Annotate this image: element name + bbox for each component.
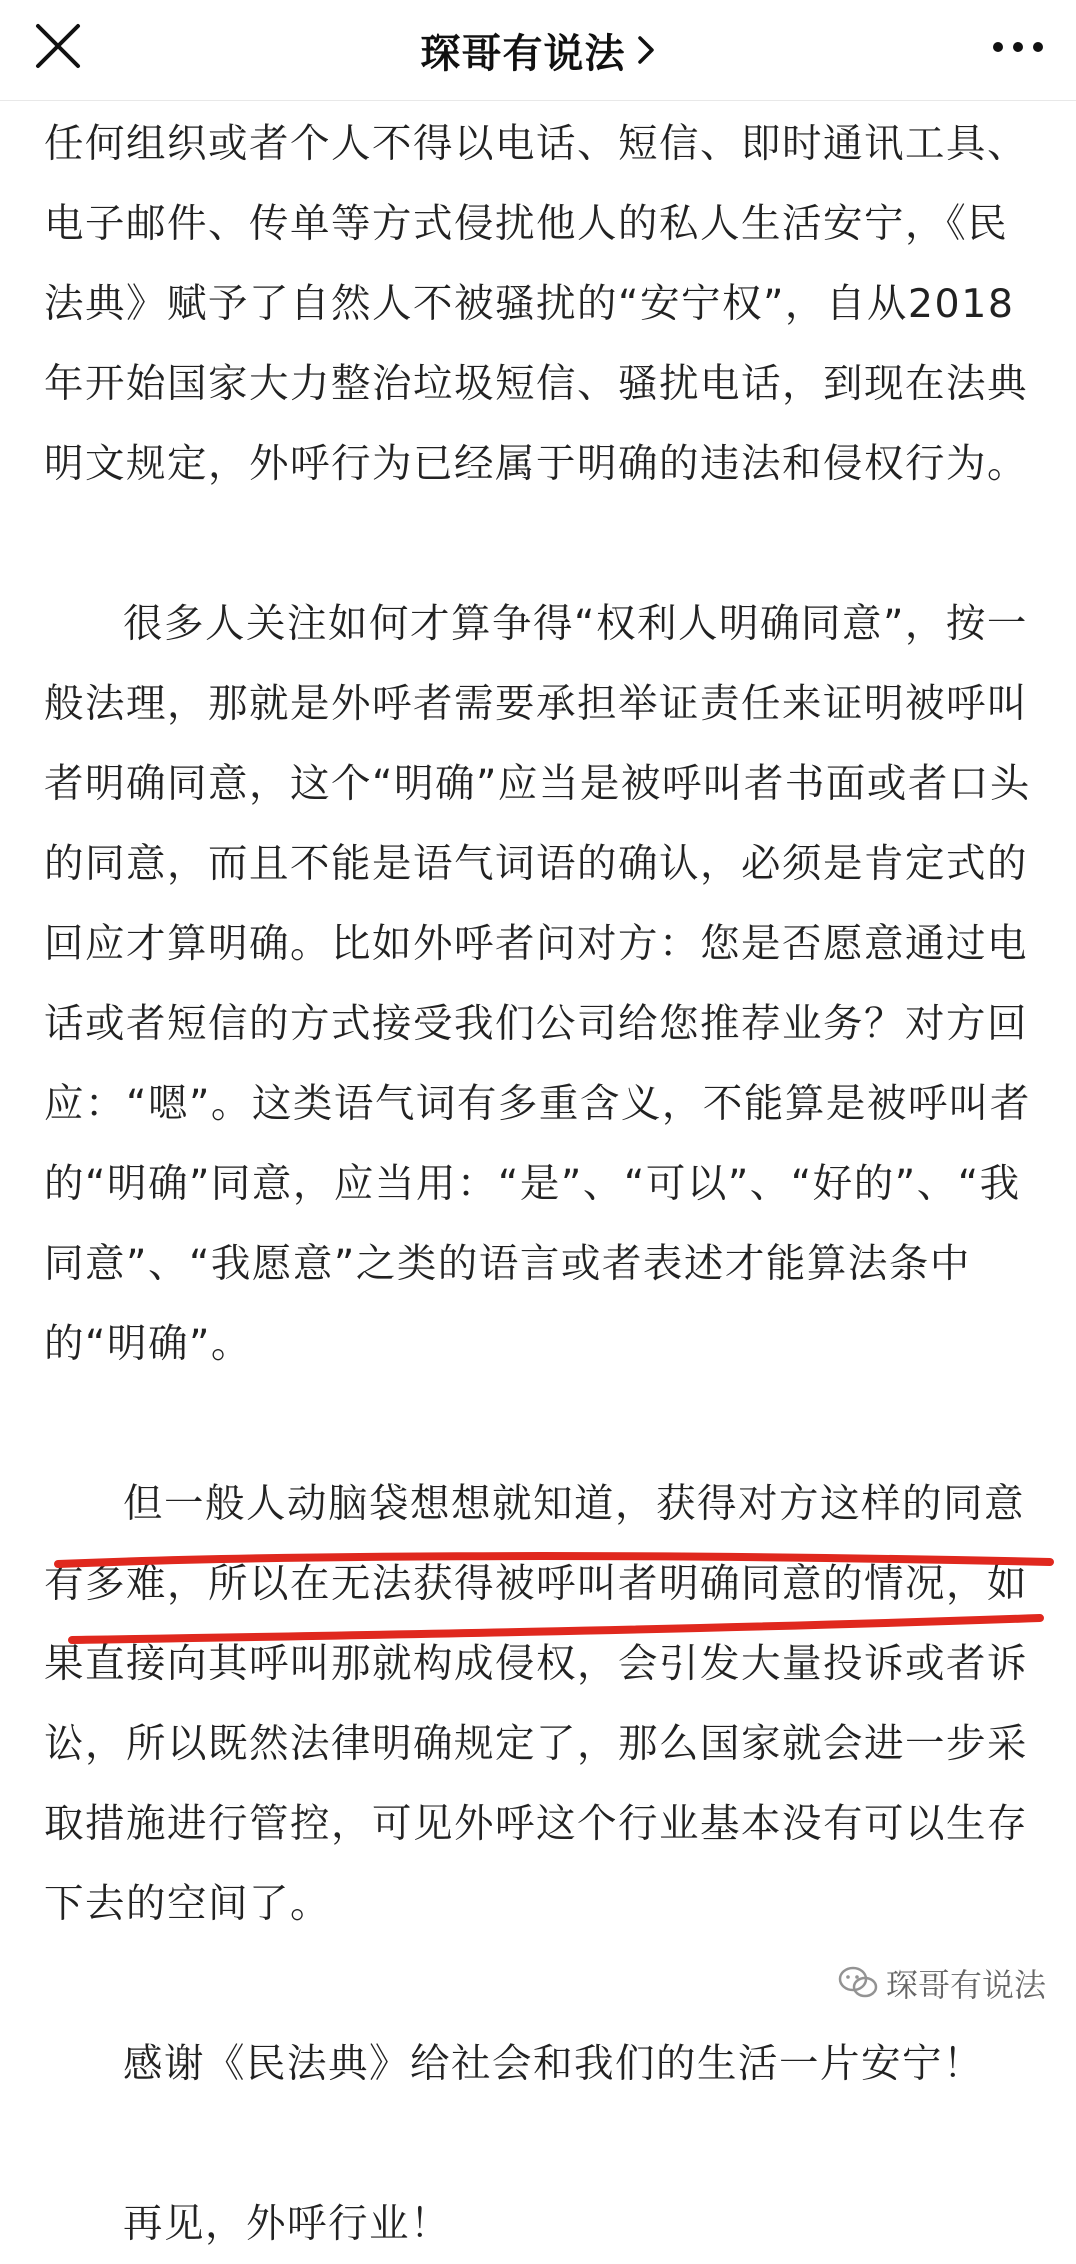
paragraph-3: 但一般人动脑袋想想就知道，获得对方这样的同意有多难，所以在无法获得被呼叫者明确同意的情况，如果直接向其呼叫那就构成侵权，会引发大量投诉或者诉讼，所以既然法律明确规定了，那么国家就会进一步采取措施进行管控，可见外呼这个行业基本没有可以生存下去的空间了。 — [44, 1481, 1028, 1927]
paragraph-2: 很多人关注如何才算争得“权利人明确同意”，按一般法理，那就是外呼者需要承担举证责任来证明被呼叫者明确同意，这个“明确”应当是被呼叫者书面或者口头的同意，而且不能是语气词语的确认，必须是肯定式的回应才算明确。比如外呼者问对方：您是否愿意通过电话或者短信的方式接受我们公司给您推荐业务？对方回应：“嗯”。这类语气词有多重含义，不能算是被呼叫者的“明确”同意，应当用：“是”、“可以”、“好的”、“我同意”、“我愿意”之类的语言或者表述才能算法条中的“明确”。 — [44, 601, 1031, 1367]
chevron-right-icon — [636, 34, 656, 66]
close-icon — [30, 18, 86, 74]
watermark-text: 琛哥有说法 — [885, 1966, 1046, 2004]
wechat-icon — [838, 1966, 878, 2000]
article-body — [44, 100, 1040, 2264]
more-icon — [986, 22, 1050, 72]
paragraph-1: 任何组织或者个人不得以电话、短信、即时通讯工具、电子邮件、传单等方式侵扰他人的私人生活安宁，《民法典》赋予了自然人不被骚扰的“安宁权”，自从2018年开始国家大力整治垃圾短信、骚扰电话，到现在法典明文规定，外呼行为已经属于明确的违法和侵权行为。 — [44, 121, 1028, 487]
account-title-button[interactable] — [421, 22, 656, 79]
paragraph-5: 再见，外呼行业！ — [123, 2201, 451, 2247]
paragraph-4: 感谢《民法典》给社会和我们的生活一片安宁！ — [123, 2041, 984, 2087]
more-button[interactable] — [986, 22, 1050, 72]
top-bar — [0, 0, 1076, 101]
watermark — [838, 1960, 1046, 2006]
close-button[interactable] — [30, 18, 86, 74]
page-title: 琛哥有说法 — [420, 30, 626, 77]
